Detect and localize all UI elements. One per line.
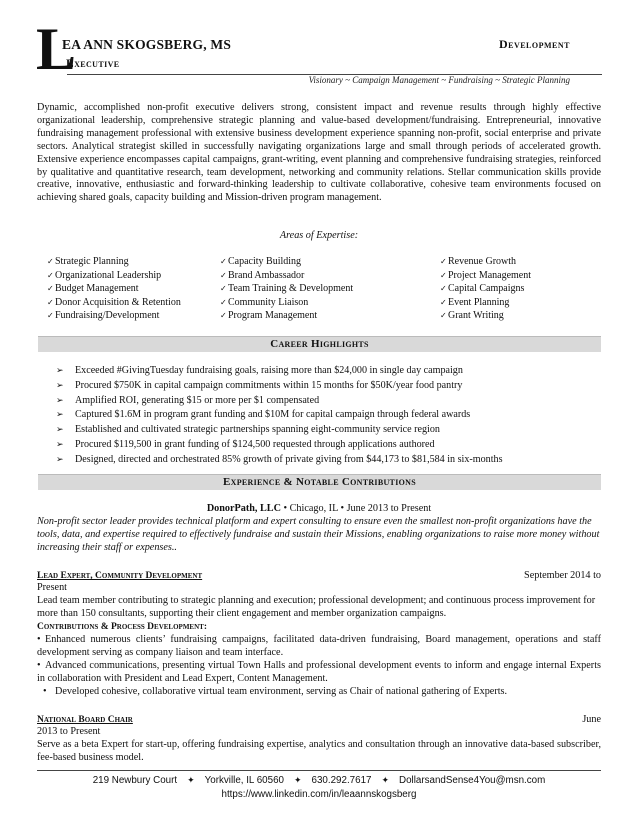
four-point-star-icon: ✦ [293,776,302,786]
career-highlights-heading: Career Highlights [38,336,601,352]
check-icon: ✓ [47,284,54,294]
skill-item: ✓Community Liaison [220,296,309,308]
check-icon: ✓ [220,297,227,307]
skill-item: ✓Team Training & Development [220,283,354,295]
check-icon: ✓ [440,257,447,266]
contribution-item: • Enhanced numerous clients’ fundraising campaigns, facilitated data-driven fundraising, Board management, operations and staff development serving as company liaison and team interface. [37,634,601,658]
professional-summary: Dynamic, accomplished non-profit executive delivers strong, consistent impact and revenue results through highly effective organizational leadership, comprehensive strategic planning and value-based development/fundraising. Entrepreneurial, innovative fundraising management professional with extensive business development experience spanning non-profit, social enterprise and private sectors. Analytical strategist skilled in successfully navigating organizations large and small through periods of accelerated growth. Extensive experience encompasses capital campaigns, grant-writing, event planning and comprehensive fundraising strategies, reinforced by qualitative and quantitative research, team development, networking and community relations. Stellar communication skills provide creative, innovative, enthusiastic and forward-thinking leadership to cultivate collaborative, cohesive team environments focused on achieving shared goals, capacity building and Mission-driven program management. [37,102,601,204]
check-icon: ✓ [47,297,54,307]
highlight-item: ➢ Procured $750K in capital campaign commitments within 15 months for $50K/year food pantry [56,379,601,394]
contribution-item: • Advanced communications, presenting virtual Town Halls and professional development events to inform and engage internal Experts in collaboration with President and Lead Expert, Content Management. [37,660,601,684]
skill-item: ✓Capital Campaigns [440,283,525,295]
check-icon: ✓ [440,311,447,321]
arrow-bullet-icon: ➢ [56,410,64,421]
role-title: National Board Chair [37,715,133,725]
skills-column-2 [220,255,353,323]
candidate-name: EA ANN SKOGSBERG, MS [62,37,232,52]
arrow-bullet-icon: ➢ [56,380,64,391]
tagline: Visionary ~ Campaign Management ~ Fundraising ~ Strategic Planning [308,75,570,85]
four-point-star-icon: ✦ [381,776,390,786]
bullet-icon: • [43,686,47,697]
highlight-item: ➢ Procured $119,500 in grant funding of $124,500 requested through applications authored [56,438,601,453]
skill-item: ✓Budget Management [47,283,139,295]
career-highlights-list [56,364,601,468]
check-icon: ✓ [220,284,227,294]
arrow-bullet-icon: ➢ [56,395,64,406]
skill-item: ✓Organizational Leadership [47,269,162,281]
check-icon: ✓ [440,297,447,307]
company-description: Non-profit sector leader provides technical platform and expert consulting to ensure even the smallest non-profit organizations have the tools, data, and expertise required to effectively fundraise and sustain their Missions, enabling organizations to raise more money without increasing their staff or expenses.. [37,516,600,553]
contact-line [0,774,638,788]
role-title: Lead Expert, Community Development [37,571,203,581]
contact-address: 219 Newbury Court [92,775,178,786]
contact-email[interactable]: DollarsandSense4You@msn.com [399,775,546,786]
role-date: September 2014 to [524,570,601,581]
role-date-continued: Present [37,582,67,593]
role-description: Lead team member contributing to strategic planning and execution; professional development; and continuous process improvement for more than 150 consultants, supporting their client engagement and member organization campaigns. [37,595,596,619]
check-icon: ✓ [47,311,54,321]
highlight-item: ➢ Captured $1.6M in program grant funding and $10M for capital campaign through federal awards [56,408,601,423]
skill-item: ✓Donor Acquisition & Retention [47,296,181,308]
company-line [0,502,638,515]
skills-column-3 [440,255,531,323]
skills-grid [47,255,607,325]
footer-divider [37,770,601,771]
check-icon: ✓ [220,257,227,266]
bullet-icon: • [37,660,41,671]
highlight-item: ➢ Amplified ROI, generating $15 or more per $1 compensated [56,394,601,409]
skill-item: ✓Program Management [220,310,318,322]
role-date: June [582,714,601,725]
contact-phone[interactable]: 630.292.7617 [311,775,372,786]
areas-of-expertise-title: Areas of Expertise: [279,230,359,241]
four-point-star-icon: ✦ [187,776,195,786]
arrow-bullet-icon: ➢ [56,366,64,376]
check-icon: ✓ [220,270,227,280]
skill-item: ✓Project Management [440,269,532,281]
highlight-item: ➢ Established and cultivated strategic partnerships spanning eight-community service region [56,423,601,438]
name-dropcap: L [36,16,77,82]
experience-heading: Experience & Notable Contributions [38,474,601,490]
skill-item: ✓Capacity Building [220,256,302,267]
skill-item: ✓Strategic Planning [47,256,129,267]
check-icon: ✓ [47,270,54,280]
skill-item: ✓Grant Writing [440,310,504,322]
arrow-bullet-icon: ➢ [56,454,64,465]
contact-city: Yorkville, IL 60560 [204,775,284,786]
arrow-bullet-icon: ➢ [56,439,64,450]
check-icon: ✓ [440,270,447,280]
check-icon: ✓ [47,257,54,266]
contributions-label: Contributions & Process Development: [37,622,207,632]
skill-item: ✓Event Planning [440,296,510,308]
bullet-icon: • [37,634,41,645]
check-icon: ✓ [220,311,227,321]
role-description: Serve as a beta Expert for start-up, offering fundraising expertise, analytics and consultation through an innovative data-based subscriber, fee-based business model. [37,739,601,763]
company-meta: • Chicago, IL • June 2013 to Present [280,503,432,514]
skill-item: ✓Brand Ambassador [220,269,305,281]
highlight-item: ➢ Designed, directed and orchestrated 85% growth of private giving from $44,173 to $81,584 in six-months [56,453,601,468]
linkedin-link[interactable]: https://www.linkedin.com/in/leaannskogsberg [221,789,417,800]
skill-item: ✓Fundraising/Development [47,310,160,322]
contribution-item: • Developed cohesive, collaborative virtual team environment, serving as Chair of national gathering of Experts. [43,686,508,697]
skill-item: ✓Revenue Growth [440,256,517,267]
skills-column-1 [47,255,181,323]
candidate-title: Executive [66,58,120,70]
company-name: DonorPath, LLC [206,503,281,514]
arrow-bullet-icon: ➢ [56,425,64,436]
department-title: Development [498,37,570,51]
role-date-continued: 2013 to Present [37,726,101,737]
check-icon: ✓ [440,284,447,294]
highlight-item: ➢ Exceeded #GivingTuesday fundraising goals, raising more than $24,000 in single day campaign [56,364,601,379]
